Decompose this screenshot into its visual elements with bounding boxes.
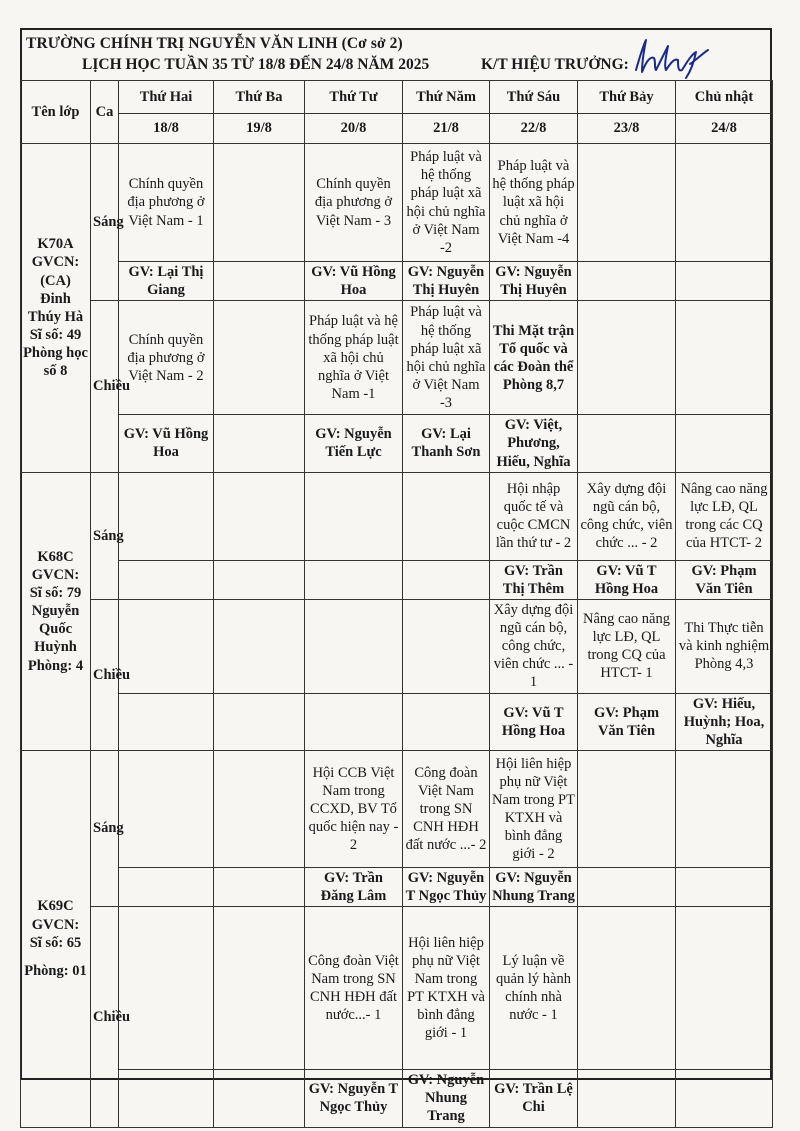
class-info-line: K68C — [37, 548, 74, 565]
subject-cell — [214, 144, 305, 262]
subject-cell: Pháp luật và hệ thống pháp luật xã hội chủ nghĩa ở Việt Nam -1 — [305, 301, 403, 415]
class-info-line: Sĩ số: 49 — [29, 326, 82, 343]
class-info-line: GVCN: — [31, 566, 80, 583]
subject-cell: Chính quyền địa phương ở Việt Nam - 1 — [119, 144, 214, 262]
teacher-cell — [676, 867, 773, 906]
teacher-cell — [305, 693, 403, 750]
subject-cell — [676, 907, 773, 1070]
day-name: Thứ Tư — [305, 81, 403, 114]
subject-cell: Pháp luật và hệ thống pháp luật xã hội chủ nghĩa ở Việt Nam -4 — [490, 144, 578, 262]
shift-label: Chiều — [91, 907, 119, 1127]
teacher-cell — [214, 1070, 305, 1127]
class-info-line: Phòng: 01 — [24, 962, 87, 979]
shift-label: Sáng — [91, 144, 119, 301]
day-date: 24/8 — [676, 114, 773, 144]
subject-cell — [403, 472, 490, 560]
teacher-cell — [214, 262, 305, 301]
schedule-title: LỊCH HỌC TUẦN 35 TỪ 18/8 ĐẾN 24/8 NĂM 2025 — [82, 56, 430, 73]
teacher-cell — [578, 262, 676, 301]
subject-cell — [119, 599, 214, 693]
teacher-cell: GV: Nguyễn Tiến Lực — [305, 415, 403, 472]
subject-cell — [119, 472, 214, 560]
teacher-cell: GV: Lại Thanh Sơn — [403, 415, 490, 472]
teacher-cell: GV: Phạm Văn Tiên — [676, 560, 773, 599]
teacher-cell: GV: Nguyễn Thị Huyên — [403, 262, 490, 301]
class-info-line: Quốc — [38, 621, 73, 638]
subject-cell — [578, 144, 676, 262]
teacher-cell: GV: Hiếu, Huỳnh; Hoa, Nghĩa — [676, 693, 773, 750]
teacher-cell — [305, 560, 403, 599]
day-date: 19/8 — [214, 114, 305, 144]
subject-cell — [403, 599, 490, 693]
teacher-cell: GV: Vũ T Hồng Hoa — [490, 693, 578, 750]
teacher-cell: GV: Vũ T Hồng Hoa — [578, 560, 676, 599]
signature-icon — [630, 36, 710, 80]
subject-cell: Hội nhập quốc tế và cuộc CMCN lần thứ tư - 2 — [490, 472, 578, 560]
day-name: Chủ nhật — [676, 81, 773, 114]
school-name: TRƯỜNG CHÍNH TRỊ NGUYỄN VĂN LINH (Cơ sở 2) — [26, 35, 403, 52]
teacher-cell: GV: Trần Thị Thêm — [490, 560, 578, 599]
teacher-cell: GV: Lại Thị Giang — [119, 262, 214, 301]
day-name: Thứ Bảy — [578, 81, 676, 114]
teacher-cell: GV: Việt, Phương, Hiếu, Nghĩa — [490, 415, 578, 472]
teacher-cell: GV: Nguyễn Nhung Trang — [403, 1070, 490, 1127]
day-date: 23/8 — [578, 114, 676, 144]
subject-cell — [119, 750, 214, 867]
teacher-cell — [403, 693, 490, 750]
class-info-line: số 8 — [43, 363, 68, 380]
subject-cell: Hội liên hiệp phụ nữ Việt Nam trong PT KTXH và bình đẳng giới - 2 — [490, 750, 578, 867]
class-info-line: Nguyễn — [31, 603, 80, 620]
subject-cell: Pháp luật và hệ thống pháp luật xã hội chủ nghĩa ở Việt Nam -3 — [403, 301, 490, 415]
teacher-cell — [119, 693, 214, 750]
day-date: 22/8 — [490, 114, 578, 144]
approver-label: K/T HIỆU TRƯỞNG: — [481, 56, 629, 73]
header-class: Tên lớp — [21, 81, 91, 144]
subject-cell — [214, 750, 305, 867]
class-info-line: Thúy Hà — [27, 308, 84, 325]
day-name: Thứ Hai — [119, 81, 214, 114]
schedule-table — [20, 80, 773, 1128]
class-info-line: Đinh — [40, 290, 71, 307]
teacher-cell — [214, 560, 305, 599]
day-date: 18/8 — [119, 114, 214, 144]
subject-cell — [214, 907, 305, 1070]
teacher-cell: GV: Trần Lệ Chi — [490, 1070, 578, 1127]
teacher-cell: GV: Nguyễn Nhung Trang — [490, 867, 578, 906]
teacher-cell — [578, 415, 676, 472]
day-date: 21/8 — [403, 114, 490, 144]
class-info-line: Sĩ số: 65 — [29, 934, 82, 951]
subject-cell — [214, 301, 305, 415]
class-info-line: Huỳnh — [34, 639, 77, 656]
teacher-cell: GV: Nguyễn T Ngọc Thủy — [305, 1070, 403, 1127]
subject-cell — [578, 301, 676, 415]
teacher-cell: GV: Vũ Hồng Hoa — [119, 415, 214, 472]
subject-cell — [578, 750, 676, 867]
teacher-cell — [676, 415, 773, 472]
teacher-cell — [676, 262, 773, 301]
subject-cell: Thi Mặt trận Tổ quốc và các Đoàn thể Phòng 8,7 — [490, 301, 578, 415]
teacher-cell — [119, 560, 214, 599]
day-name: Thứ Năm — [403, 81, 490, 114]
day-name: Thứ Sáu — [490, 81, 578, 114]
teacher-cell — [403, 560, 490, 599]
subject-cell — [676, 750, 773, 867]
subject-cell: Hội CCB Việt Nam trong CCXD, BV Tổ quốc hiện nay - 2 — [305, 750, 403, 867]
subject-cell: Lý luận về quản lý hành chính nhà nước - 1 — [490, 907, 578, 1070]
subject-cell: Pháp luật và hệ thống pháp luật xã hội chủ nghĩa ở Việt Nam -2 — [403, 144, 490, 262]
teacher-cell: GV: Phạm Văn Tiên — [578, 693, 676, 750]
class-info-line: GVCN: — [31, 254, 80, 271]
header-shift: Ca — [91, 81, 119, 144]
subject-cell: Nâng cao năng lực LĐ, QL trong CQ của HTCT- 1 — [578, 599, 676, 693]
teacher-cell — [578, 867, 676, 906]
teacher-cell: GV: Vũ Hồng Hoa — [305, 262, 403, 301]
class-info — [21, 144, 91, 473]
subject-cell — [578, 907, 676, 1070]
class-info-line: Phòng học — [23, 345, 88, 362]
subject-cell: Nâng cao năng lực LĐ, QL trong các CQ của HTCT- 2 — [676, 472, 773, 560]
subject-cell: Thi Thực tiễn và kinh nghiệm Phòng 4,3 — [676, 599, 773, 693]
teacher-cell — [676, 1070, 773, 1127]
class-info-line: Sĩ số: 79 — [29, 585, 82, 602]
class-info-line: Phòng: 4 — [27, 657, 84, 674]
subject-cell: Chính quyền địa phương ở Việt Nam - 3 — [305, 144, 403, 262]
subject-cell: Xây dựng đội ngũ cán bộ, công chức, viên chức ... - 1 — [490, 599, 578, 693]
class-info — [21, 750, 91, 1127]
shift-label: Sáng — [91, 472, 119, 599]
shift-label: Chiều — [91, 599, 119, 750]
subject-cell — [676, 301, 773, 415]
day-date: 20/8 — [305, 114, 403, 144]
teacher-cell: GV: Nguyễn Thị Huyên — [490, 262, 578, 301]
teacher-cell — [214, 415, 305, 472]
class-info-line: K70A — [37, 236, 74, 253]
class-info-line — [23, 952, 88, 962]
shift-label: Chiều — [91, 301, 119, 472]
subject-cell: Hội liên hiệp phụ nữ Việt Nam trong PT KTXH và bình đẳng giới - 1 — [403, 907, 490, 1070]
subject-cell — [676, 144, 773, 262]
teacher-cell — [119, 1070, 214, 1127]
teacher-cell: GV: Trần Đăng Lâm — [305, 867, 403, 906]
subject-cell — [305, 472, 403, 560]
subject-cell — [305, 599, 403, 693]
class-info — [21, 472, 91, 750]
teacher-cell — [214, 693, 305, 750]
class-info-line: (CA) — [40, 272, 71, 289]
subject-cell — [214, 599, 305, 693]
teacher-cell — [214, 867, 305, 906]
subject-cell: Xây dựng đội ngũ cán bộ, công chức, viên chức ... - 2 — [578, 472, 676, 560]
subject-cell: Công đoàn Việt Nam trong SN CNH HĐH đất nước...- 1 — [305, 907, 403, 1070]
teacher-cell — [578, 1070, 676, 1127]
teacher-cell: GV: Nguyễn T Ngọc Thủy — [403, 867, 490, 906]
subject-cell — [119, 907, 214, 1070]
class-info-line: GVCN: — [31, 916, 80, 933]
teacher-cell — [119, 867, 214, 906]
subject-cell — [214, 472, 305, 560]
class-info-line: K69C — [37, 898, 74, 915]
day-name: Thứ Ba — [214, 81, 305, 114]
shift-label: Sáng — [91, 750, 119, 906]
subject-cell: Chính quyền địa phương ở Việt Nam - 2 — [119, 301, 214, 415]
subject-cell: Công đoàn Việt Nam trong SN CNH HĐH đất nước ...- 2 — [403, 750, 490, 867]
